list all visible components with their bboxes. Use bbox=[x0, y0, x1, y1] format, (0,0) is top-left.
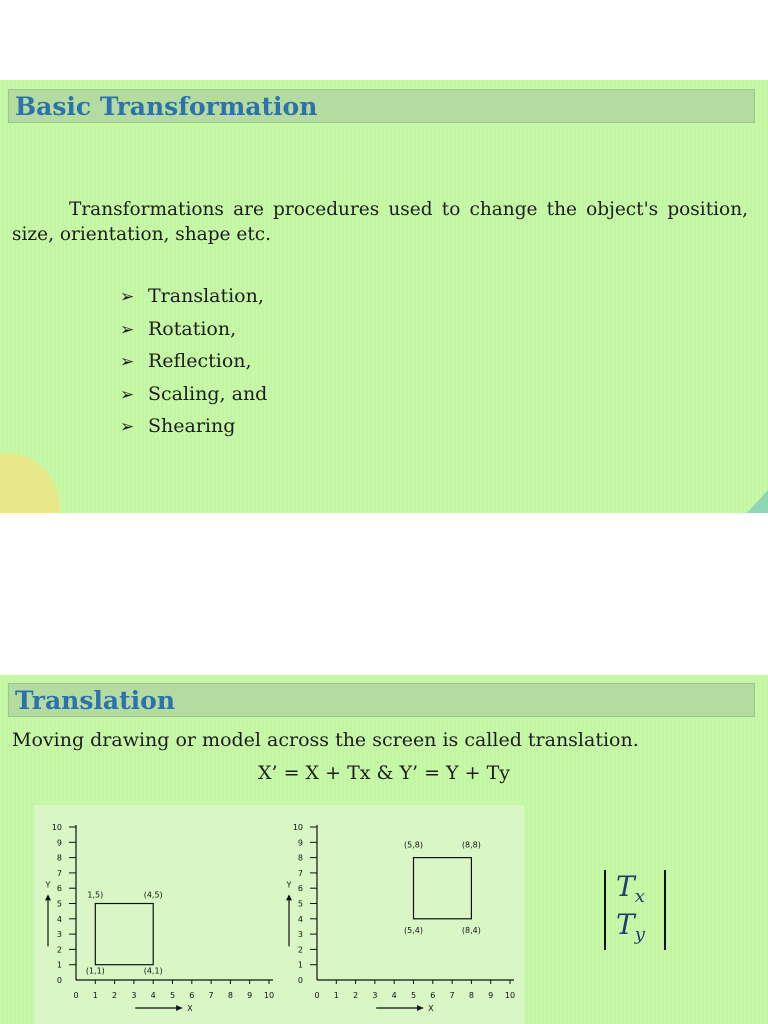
y-tick-label: 1 bbox=[56, 960, 62, 970]
vertex-label: (5,8) bbox=[404, 840, 423, 850]
x-tick-label: 7 bbox=[449, 991, 455, 1000]
x-tick-label: 9 bbox=[247, 991, 253, 1000]
arrow-bullet-icon: ➢ bbox=[120, 384, 135, 405]
y-tick-label: 9 bbox=[297, 838, 303, 848]
decorative-triangle bbox=[713, 490, 768, 513]
x-tick-label: 8 bbox=[468, 991, 474, 1000]
x-tick-label: 10 bbox=[263, 991, 275, 1000]
y-tick-label: 10 bbox=[292, 823, 303, 832]
list-item: ➢ Reflection, bbox=[120, 345, 267, 378]
x-tick-label: 6 bbox=[430, 991, 436, 1000]
translation-definition: Moving drawing or model across the screen is called translation. bbox=[12, 729, 639, 751]
x-tick-label: 0 bbox=[314, 991, 320, 1000]
y-tick-label: 0 bbox=[56, 976, 62, 985]
list-item: ➢ Rotation, bbox=[120, 313, 267, 346]
x-tick-label: 7 bbox=[208, 991, 214, 1000]
y-tick-label: 4 bbox=[56, 914, 62, 924]
x-tick-label: 5 bbox=[410, 991, 417, 1000]
intro-paragraph: Transformations are procedures used to change the object's position, size, orientation, shape etc. bbox=[12, 199, 748, 245]
x-tick-label: 4 bbox=[391, 991, 397, 1000]
slide-title: Basic Transformation bbox=[15, 92, 318, 121]
y-tick-label: 7 bbox=[56, 868, 62, 878]
x-tick-label: 5 bbox=[169, 991, 176, 1000]
x-tick-label: 9 bbox=[488, 991, 494, 1000]
transformation-list bbox=[120, 280, 267, 443]
decorative-circle bbox=[0, 453, 60, 513]
y-tick-label: 10 bbox=[51, 823, 62, 832]
list-item: ➢ Shearing bbox=[120, 410, 267, 443]
square-shape bbox=[414, 858, 472, 919]
y-tick-label: 9 bbox=[56, 838, 62, 848]
y-arrowhead-icon bbox=[286, 894, 292, 900]
x-axis-label: X bbox=[187, 1004, 193, 1013]
arrow-bullet-icon: ➢ bbox=[120, 352, 135, 372]
vertex-label: (5,4) bbox=[404, 925, 423, 935]
vertex-label: (4,1) bbox=[143, 966, 163, 976]
y-tick-label: 3 bbox=[297, 930, 303, 940]
title-bar bbox=[8, 89, 755, 123]
y-axis-label: Y bbox=[286, 880, 292, 890]
list-item: ➢ Translation, bbox=[120, 280, 267, 313]
x-tick-label: 4 bbox=[150, 991, 156, 1000]
vertex-label: 1,5) bbox=[87, 890, 104, 900]
translation-figure bbox=[34, 805, 524, 1024]
y-tick-label: 4 bbox=[297, 914, 303, 924]
arrow-bullet-icon: ➢ bbox=[120, 319, 135, 340]
x-axis-label: X bbox=[428, 1004, 434, 1013]
translation-formula: X’ = X + Tx & Y’ = Y + Ty bbox=[257, 762, 510, 784]
y-axis-label: Y bbox=[45, 880, 51, 890]
x-tick-label: 8 bbox=[227, 991, 233, 1000]
vertex-label: (1,1) bbox=[85, 966, 105, 976]
y-tick-label: 0 bbox=[297, 976, 303, 985]
vertex-label: (8,4) bbox=[461, 925, 481, 935]
matrix-row-ty: $T_y$ bbox=[616, 908, 645, 945]
matrix-row-tx: $T_x$ bbox=[616, 870, 645, 907]
slide-translation bbox=[0, 675, 768, 1024]
y-tick-label: 1 bbox=[297, 960, 303, 970]
arrow-bullet-icon: ➢ bbox=[120, 287, 135, 307]
slide-basic-transformation bbox=[0, 80, 768, 513]
y-tick-label: 8 bbox=[297, 853, 303, 863]
translation-matrix bbox=[604, 870, 666, 950]
y-tick-label: 6 bbox=[297, 884, 303, 894]
y-tick-label: 7 bbox=[297, 868, 303, 878]
y-tick-label: 8 bbox=[56, 853, 62, 863]
y-tick-label: 2 bbox=[297, 945, 303, 955]
y-tick-label: 2 bbox=[56, 945, 62, 955]
x-tick-label: 2 bbox=[353, 991, 359, 1000]
y-tick-label: 5 bbox=[56, 899, 62, 909]
y-arrowhead-icon bbox=[45, 894, 51, 900]
x-tick-label: 3 bbox=[372, 991, 378, 1000]
x-tick-label: 3 bbox=[131, 991, 137, 1000]
arrow-bullet-icon: ➢ bbox=[120, 417, 135, 437]
list-item: ➢ Scaling, and bbox=[120, 378, 267, 411]
x-arrowhead-icon bbox=[176, 1005, 182, 1011]
y-tick-label: 6 bbox=[56, 884, 62, 894]
x-tick-label: 6 bbox=[189, 991, 195, 1000]
slide-title: Translation bbox=[15, 686, 175, 715]
vertex-label: (4,5) bbox=[143, 890, 163, 900]
title-bar bbox=[8, 683, 755, 717]
x-tick-label: 10 bbox=[504, 991, 516, 1000]
y-tick-label: 3 bbox=[56, 930, 62, 940]
x-tick-label: 0 bbox=[73, 991, 79, 1000]
x-tick-label: 2 bbox=[112, 991, 118, 1000]
vertex-label: (8,8) bbox=[461, 840, 481, 850]
y-tick-label: 5 bbox=[297, 899, 303, 909]
x-tick-label: 1 bbox=[333, 991, 339, 1000]
x-arrowhead-icon bbox=[417, 1005, 423, 1011]
translation-diagram bbox=[34, 805, 524, 1024]
square-shape bbox=[95, 904, 153, 965]
x-tick-label: 1 bbox=[92, 991, 98, 1000]
